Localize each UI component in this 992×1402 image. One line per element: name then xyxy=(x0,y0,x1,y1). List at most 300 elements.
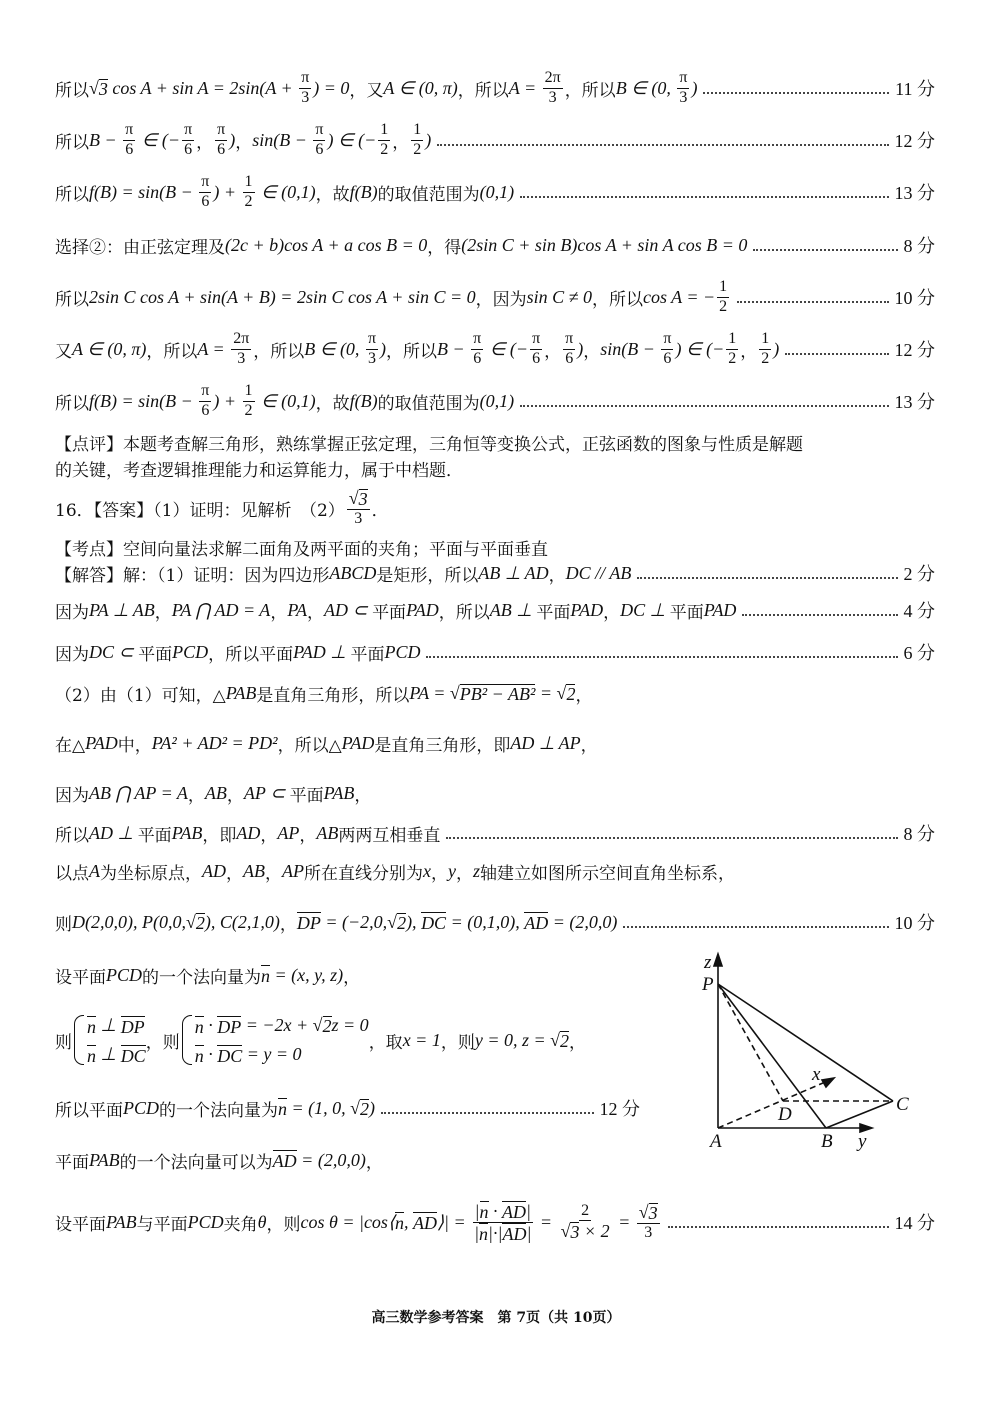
dotted-leader xyxy=(753,249,897,251)
math-expression: ) xyxy=(369,1097,376,1118)
text-run: ，又 xyxy=(349,80,384,101)
dotted-leader xyxy=(785,353,888,355)
numerator: 1 xyxy=(378,121,390,140)
edge-PB xyxy=(718,984,826,1128)
text-run: ，所以 xyxy=(438,602,490,623)
text-run: ，所以 xyxy=(146,341,198,362)
text-run: 轴建立如图所示空间直角坐标系， xyxy=(480,863,736,884)
square-root xyxy=(561,1221,580,1242)
text-run: ， xyxy=(740,341,758,362)
math-expression: z = 0 xyxy=(331,1015,369,1035)
math-expression: PCD xyxy=(172,641,209,662)
denominator: 6 xyxy=(532,349,541,367)
text-run: 所以 xyxy=(55,184,89,205)
math-expression: A ∈ (0, π) xyxy=(383,77,458,98)
text-run: 的一个法向量为 xyxy=(159,1100,278,1121)
dotted-leader xyxy=(520,196,888,198)
math-expression: B − xyxy=(437,338,470,359)
text-run: ， xyxy=(299,825,317,846)
math-expression: A = xyxy=(508,77,541,98)
vector-symbol: n xyxy=(261,966,270,986)
text-run: 与平面 xyxy=(136,1214,188,1235)
math-expression: ⟩| = xyxy=(436,1211,471,1232)
dotted-leader xyxy=(703,92,889,94)
math-expression: ) + xyxy=(213,390,241,411)
denominator: 3 xyxy=(679,88,688,106)
text-run: 平面 xyxy=(350,644,385,665)
math-expression: ) ∈ (− xyxy=(675,338,725,359)
math-expression: PA = xyxy=(409,682,450,703)
math-expression: AB ⊥ xyxy=(489,599,537,620)
math-expression: PA ⋂ AD = A xyxy=(171,599,271,620)
label-z: z xyxy=(704,952,712,973)
radicand: √ 2 xyxy=(566,683,576,704)
fraction xyxy=(199,173,211,211)
math-expression: ⊥ xyxy=(96,1044,121,1064)
denominator xyxy=(472,1223,533,1244)
math-expression: DC ⊥ xyxy=(620,599,670,620)
math-expression: PCD xyxy=(384,641,421,662)
pyramid-coordinate-figure xyxy=(690,950,930,1160)
vector-symbol: n xyxy=(278,1099,287,1119)
square-root xyxy=(550,1030,569,1051)
math-expression: AD ⊂ xyxy=(323,599,373,620)
vector-symbol: n xyxy=(479,1202,489,1223)
denominator: 6 xyxy=(217,140,226,158)
math-expression: B ∈ (0, xyxy=(304,338,364,359)
system-rows xyxy=(87,1015,146,1065)
text-run: ，所以△ xyxy=(277,735,342,756)
text-run: 的取值范围为 xyxy=(377,393,480,414)
math-expression: B ∈ (0, xyxy=(615,77,676,98)
dotted-leader xyxy=(737,301,888,303)
numerator: π xyxy=(182,121,194,140)
denominator: 2 xyxy=(413,140,422,158)
system-rows xyxy=(195,1015,369,1065)
text-run: 因为 xyxy=(55,644,89,665)
vector-symbol: DP xyxy=(296,913,321,933)
math-expression: ⊥ xyxy=(96,1015,121,1035)
denominator: 2 xyxy=(719,297,728,315)
text-run: ， xyxy=(270,602,288,623)
math-expression: · xyxy=(203,1044,218,1064)
text-run: 夹角 xyxy=(223,1214,258,1235)
label-C: C xyxy=(896,1094,909,1115)
math-expression: PCD xyxy=(123,1097,159,1118)
text-run: ， xyxy=(279,914,297,935)
radicand: √ 3 xyxy=(648,1202,658,1223)
numerator: π xyxy=(366,330,378,349)
radicand: √ 3 xyxy=(98,78,108,99)
radicand: √ 3 xyxy=(358,488,368,509)
fraction xyxy=(411,121,423,159)
score-label: 12 分 xyxy=(894,131,935,151)
fraction xyxy=(182,121,194,159)
numerator: 2 xyxy=(579,1202,591,1221)
numerator: 1 xyxy=(726,330,738,349)
dotted-leader xyxy=(668,1226,889,1228)
denominator: 3 xyxy=(237,349,246,367)
math-expression: 2sin C cos A + sin(A + B) = 2sin C cos A + sin C = 0 xyxy=(89,286,476,307)
text-run: ， xyxy=(343,967,361,988)
radicand: √ 2 xyxy=(560,1030,570,1051)
text-run: ，所以 xyxy=(564,80,616,101)
equation-system xyxy=(180,1015,369,1065)
math-expression: PAD xyxy=(85,732,118,753)
math-expression: PAB xyxy=(323,782,355,803)
denominator: 2 xyxy=(761,349,770,367)
fraction xyxy=(472,1201,533,1243)
score-label: 4 分 xyxy=(903,601,935,621)
score-label: 2 分 xyxy=(903,564,935,584)
denominator xyxy=(559,1221,612,1242)
vector-symbol: n xyxy=(87,1045,96,1066)
math-expression: D(2,0,0), P(0,0, xyxy=(72,911,186,932)
edge-PC xyxy=(718,984,893,1101)
text-run: 平面 xyxy=(55,1152,89,1173)
numerator xyxy=(347,488,370,510)
math-expression: × 2 xyxy=(579,1221,610,1242)
numerator: π xyxy=(471,330,483,349)
fraction xyxy=(726,330,738,368)
math-expression: PA ⊥ AB xyxy=(89,599,155,620)
denominator: 2 xyxy=(244,192,253,210)
fraction xyxy=(677,69,689,107)
square-root xyxy=(89,78,108,99)
radicand: √ 2 xyxy=(322,1016,332,1037)
system-row xyxy=(195,1015,369,1036)
math-expression: PAD xyxy=(570,599,604,620)
math-expression: PAB xyxy=(171,822,203,843)
numerator: π xyxy=(313,121,325,140)
math-expression: x = 1 xyxy=(402,1029,441,1050)
math-expression: (0,1) xyxy=(479,390,515,411)
math-expression: AB ⋂ AP = A xyxy=(89,782,188,803)
math-expression: ) ∈ (− xyxy=(327,129,377,150)
system-row xyxy=(87,1015,146,1036)
x-axis xyxy=(718,1080,830,1128)
label-P: P xyxy=(702,974,714,995)
fraction xyxy=(759,330,771,368)
numerator: π xyxy=(215,121,227,140)
math-expression: ) xyxy=(773,338,780,359)
math-expression: = xyxy=(613,1211,635,1232)
denominator: 2 xyxy=(244,401,253,419)
math-expression: AD ⊥ AP xyxy=(510,732,581,753)
dotted-leader xyxy=(446,837,897,839)
text-run: ，故 xyxy=(315,184,350,205)
math-expression: ) xyxy=(691,77,698,98)
math-expression: = (−2,0, xyxy=(320,911,388,932)
math-expression: ) = 0 xyxy=(313,77,350,98)
fraction xyxy=(299,69,311,107)
numerator: 2π xyxy=(543,69,563,88)
vector-symbol: n xyxy=(394,1213,404,1233)
math-expression: AD ⊥ xyxy=(89,822,138,843)
text-run: 选择②：由正弦定理及 xyxy=(55,237,225,258)
text-run: 所以 xyxy=(55,289,89,310)
math-expression: = xyxy=(535,682,557,703)
text-run: ，得 xyxy=(427,237,462,258)
text-run: ，所以 xyxy=(253,341,305,362)
math-expression: = (0,1,0), xyxy=(446,911,525,932)
text-run: 的关键，考查逻辑推理能力和运算能力，属于中档题． xyxy=(55,460,463,481)
math-expression: PAD xyxy=(406,599,439,620)
math-expression: = (1, 0, xyxy=(287,1097,351,1118)
text-run: 【解答】解：（1）证明：因为四边形 xyxy=(55,565,330,586)
square-root xyxy=(639,1202,658,1223)
denominator: 3 xyxy=(367,349,376,367)
brace-icon xyxy=(182,1015,192,1065)
text-run: 是直角三角形，即 xyxy=(374,735,511,756)
text-run: ，则 xyxy=(145,1032,180,1053)
text-run: 因为 xyxy=(55,785,89,806)
math-expression: ) + xyxy=(213,181,241,202)
math-expression: | xyxy=(526,1222,532,1243)
math-expression: AP ⊂ xyxy=(243,782,290,803)
dotted-leader xyxy=(637,577,897,579)
numerator: 2π xyxy=(231,330,251,349)
text-run: ， xyxy=(456,863,473,884)
math-expression: = (2,0,0) xyxy=(548,911,618,932)
text-run: ， xyxy=(196,132,214,153)
text-run: ， xyxy=(392,132,410,153)
dotted-leader xyxy=(426,656,897,658)
score-label: 8 分 xyxy=(903,824,935,844)
numerator: π xyxy=(530,330,542,349)
label-D: D xyxy=(778,1104,792,1125)
math-expression: ∈ (− xyxy=(485,338,529,359)
math-expression: ∈ (0,1) xyxy=(256,390,316,411)
math-expression: = (2,0,0) xyxy=(296,1149,366,1170)
numerator: 1 xyxy=(717,278,729,297)
denominator: 6 xyxy=(201,401,210,419)
math-expression: PAD xyxy=(703,599,737,620)
text-run: ， xyxy=(260,825,278,846)
math-expression: | xyxy=(474,1222,480,1243)
text-run: ， xyxy=(544,341,562,362)
math-expression: = (x, y, z) xyxy=(270,964,344,985)
math-expression: AD xyxy=(202,860,226,881)
math-expression: B − xyxy=(89,129,122,150)
fraction xyxy=(378,121,390,159)
denominator: 6 xyxy=(663,349,672,367)
vector-symbol: DP xyxy=(217,1016,242,1037)
text-run: ，所以平面 xyxy=(208,644,294,665)
text-run: ， xyxy=(226,863,243,884)
math-expression: PAD xyxy=(341,732,375,753)
text-run: ， xyxy=(265,863,282,884)
text-run: ，因为 xyxy=(475,289,527,310)
math-expression: sin(B − xyxy=(252,129,312,150)
math-expression: z xyxy=(473,860,481,881)
denominator: 3 xyxy=(301,88,310,106)
math-expression: A = xyxy=(197,338,230,359)
vector-symbol: AD xyxy=(412,1213,437,1233)
score-label: 8 分 xyxy=(903,236,935,256)
math-expression: PAB xyxy=(225,682,257,703)
equation-system xyxy=(72,1015,146,1065)
math-expression: · xyxy=(488,1200,502,1221)
math-expression: cos θ = |cos⟨ xyxy=(300,1211,395,1232)
dotted-leader xyxy=(520,405,888,407)
vector-symbol: AD xyxy=(502,1202,526,1223)
text-run: 平面 xyxy=(372,602,407,623)
math-expression: A xyxy=(89,860,100,881)
denominator: 3 xyxy=(548,88,557,106)
text-run: 16．【答案】（1）证明：见解析 （2） xyxy=(55,500,345,521)
math-expression: | xyxy=(474,1200,480,1221)
math-expression: = y = 0 xyxy=(242,1044,302,1064)
text-run: 中， xyxy=(117,735,152,756)
label-B: B xyxy=(821,1131,833,1152)
math-expression: PAD ⊥ xyxy=(293,641,351,662)
math-expression: f(B) xyxy=(349,181,378,202)
text-run: 所在直线分别为 xyxy=(304,863,423,884)
fraction xyxy=(637,1202,660,1242)
math-expression: AP xyxy=(277,822,300,843)
z-arrow-icon xyxy=(714,954,722,966)
text-run: 以点 xyxy=(55,863,89,884)
text-run: 因为 xyxy=(55,602,89,623)
vector-symbol: DC xyxy=(120,1045,146,1066)
math-expression: cos A = − xyxy=(643,286,716,307)
text-run: （2）由（1）可知，△ xyxy=(55,685,226,706)
square-root xyxy=(313,1015,332,1036)
text-run: ，取 xyxy=(368,1032,403,1053)
score-label: 6 分 xyxy=(903,643,935,663)
fraction xyxy=(366,330,378,368)
math-expression: PA xyxy=(287,599,307,620)
radicand: √ 3 xyxy=(570,1222,580,1243)
text-run: 设平面 xyxy=(55,1214,106,1235)
denominator: 2 xyxy=(728,349,737,367)
numerator: π xyxy=(299,69,311,88)
text-run: 平面 xyxy=(137,825,172,846)
text-run: ， xyxy=(354,785,372,806)
brace-icon xyxy=(74,1015,84,1065)
math-expression: sin C ≠ 0 xyxy=(526,286,592,307)
text-run: ． xyxy=(371,500,389,521)
math-expression: y xyxy=(448,860,456,881)
math-expression: DC // AB xyxy=(565,562,632,583)
text-run: ， xyxy=(226,785,244,806)
math-expression: (0,1) xyxy=(479,181,515,202)
radicand: √ 2 xyxy=(360,1098,370,1119)
text-run: 设平面 xyxy=(55,967,106,988)
dotted-leader xyxy=(742,614,897,616)
fraction xyxy=(215,121,227,159)
score-label: 10 分 xyxy=(894,913,935,933)
text-run: 平面 xyxy=(669,602,704,623)
text-run: ， xyxy=(235,132,253,153)
text-run: 所以 xyxy=(55,132,89,153)
text-run: 则 xyxy=(55,914,72,935)
square-root xyxy=(387,912,406,933)
text-run: 平面 xyxy=(289,785,324,806)
numerator: 1 xyxy=(411,121,423,140)
denominator: 6 xyxy=(125,140,134,158)
math-expression: (2c + b)cos A + a cos B = 0 xyxy=(225,234,428,255)
math-expression: y = 0, z = xyxy=(474,1029,551,1050)
denominator: 6 xyxy=(315,140,324,158)
fraction xyxy=(243,173,255,211)
text-run: ，则 xyxy=(266,1214,301,1235)
math-expression: · xyxy=(203,1015,218,1035)
score-label: 12 分 xyxy=(599,1099,640,1119)
text-run: 为坐标原点， xyxy=(100,863,202,884)
dotted-leader xyxy=(437,144,888,146)
math-expression: ) xyxy=(380,338,387,359)
numerator: 1 xyxy=(243,173,255,192)
score-label: 12 分 xyxy=(894,340,935,360)
text-run: ， xyxy=(154,602,172,623)
text-run: ， xyxy=(431,863,448,884)
fraction xyxy=(559,1202,612,1242)
math-expression: AP xyxy=(282,860,304,881)
math-expression: ), C(2,1,0) xyxy=(204,911,280,932)
system-row xyxy=(87,1044,146,1065)
text-run: 平面 xyxy=(536,602,571,623)
math-expression: DC ⊂ xyxy=(89,641,139,662)
square-root xyxy=(557,683,576,704)
math-expression: PCD xyxy=(187,1211,224,1232)
text-run: ， xyxy=(365,1152,383,1173)
text-run: 所以 xyxy=(55,80,89,101)
score-label: 11 分 xyxy=(895,79,935,99)
text-run: 【考点】空间向量法求解二面角及两平面的夹角；平面与平面垂直 xyxy=(55,539,548,560)
denominator: 3 xyxy=(354,509,363,527)
square-root xyxy=(349,488,368,509)
denominator: 6 xyxy=(184,140,193,158)
math-expression: AB xyxy=(243,860,265,881)
square-root xyxy=(186,912,205,933)
numerator: π xyxy=(199,173,211,192)
text-run: 是矩形，所以 xyxy=(376,565,479,586)
math-expression: PA² + AD² = PD² xyxy=(151,732,278,753)
score-label: 10 分 xyxy=(894,288,935,308)
math-expression: ), xyxy=(406,911,422,932)
vector-symbol: AD xyxy=(502,1223,527,1244)
math-expression: (2sin C + sin B)cos A + sin A cos B = 0 xyxy=(461,234,748,255)
score-label: 13 分 xyxy=(894,183,935,203)
text-run: ，即 xyxy=(202,825,237,846)
vector-symbol: n xyxy=(479,1223,489,1244)
text-run: 的一个法向量为 xyxy=(142,967,261,988)
x-arrow-icon xyxy=(822,1078,834,1087)
fraction xyxy=(563,330,575,368)
text-run: ， xyxy=(548,565,566,586)
text-run: ， xyxy=(575,685,593,706)
math-expression: sin(B − xyxy=(600,338,660,359)
numerator: π xyxy=(677,69,689,88)
math-expression: f(B) xyxy=(349,390,378,411)
fraction xyxy=(231,330,251,368)
score-label: 14 分 xyxy=(894,1213,935,1233)
denominator: 6 xyxy=(473,349,482,367)
dotted-leader xyxy=(623,926,888,928)
system-row xyxy=(195,1044,369,1065)
math-expression: x xyxy=(423,860,431,881)
radicand: √ PB² − AB² xyxy=(459,683,536,704)
edge-PD xyxy=(718,984,783,1101)
math-expression: ∈ (− xyxy=(137,129,181,150)
vector-symbol: AD xyxy=(272,1151,297,1171)
text-run: ，故 xyxy=(315,393,350,414)
denominator: 3 xyxy=(644,1223,653,1241)
numerator: π xyxy=(563,330,575,349)
text-run: 的取值范围为 xyxy=(377,184,480,205)
